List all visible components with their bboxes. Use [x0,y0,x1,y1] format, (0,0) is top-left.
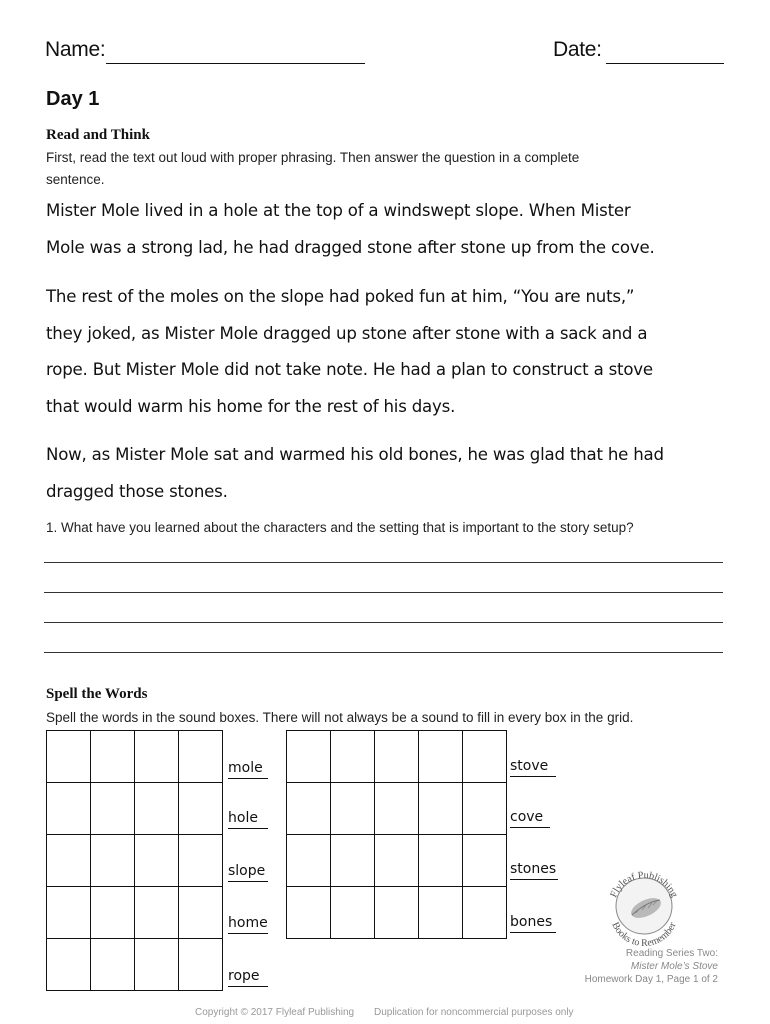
sound-box[interactable] [135,939,179,991]
spelling-word: bones [510,914,556,933]
sound-box-grid-right[interactable] [286,730,507,939]
duplication-notice: Duplication for noncommercial purposes only [374,1007,574,1018]
logo-seal-icon [596,858,692,954]
sound-box[interactable] [375,887,419,939]
story-text [46,279,736,425]
copyright: Copyright © 2017 Flyleaf Publishing [195,1007,355,1018]
sound-box[interactable] [287,835,331,887]
story-text [46,193,736,266]
page-info: Homework Day 1, Page 1 of 2 [584,974,718,985]
spell-title: Spell the Words [46,686,148,702]
sound-box[interactable] [135,783,179,835]
answer-line[interactable] [44,652,723,653]
series-label: Reading Series Two: [625,948,718,959]
sound-box[interactable] [287,731,331,783]
story-line: they joked, as Mister Mole dragged up stone after stone with a sack and a [46,323,648,343]
sound-box[interactable] [419,731,463,783]
sound-box[interactable] [91,783,135,835]
spelling-word: slope [228,863,268,882]
sound-box[interactable] [463,731,507,783]
story-line: The rest of the moles on the slope had poked fun at him, “You are nuts,” [46,287,635,306]
sound-box[interactable] [47,835,91,887]
book-title: Mister Mole’s Stove [630,961,718,972]
sound-box[interactable] [287,887,331,939]
sound-box[interactable] [47,887,91,939]
sound-box[interactable] [331,835,375,887]
read-think-instructions-2: sentence. [46,172,105,187]
sound-box[interactable] [47,783,91,835]
sound-box[interactable] [375,731,419,783]
question-text: 1. What have you learned about the characters and the setting that is important to the story setup? [46,520,634,535]
sound-box[interactable] [419,835,463,887]
day-title: Day 1 [46,88,100,110]
story-line: Mister Mole lived in a hole at the top of a windswept slope. When Mister [46,201,631,220]
spelling-word: home [228,915,268,934]
read-think-title: Read and Think [46,127,150,143]
sound-box-grid-left[interactable] [46,730,223,991]
name-label: Name: [45,38,106,61]
sound-box[interactable] [419,887,463,939]
story-line: rope. But Mister Mole did not take note. He had a plan to construct a stove [46,360,653,379]
sound-box[interactable] [179,835,223,887]
logo-bottom-text: Books to Remember [609,920,679,950]
sound-box[interactable] [179,731,223,783]
sound-box[interactable] [463,783,507,835]
spelling-word: hole [228,810,268,829]
answer-line[interactable] [44,622,723,623]
series-info [518,947,718,986]
publisher-logo [596,858,692,954]
story-text [46,437,736,510]
sound-box[interactable] [135,887,179,939]
spelling-word: stones [510,861,558,880]
sound-box[interactable] [375,835,419,887]
story-line: Mole was a strong lad, he had dragged stone after stone up from the cove. [46,237,655,257]
sound-box[interactable] [179,939,223,991]
sound-box[interactable] [135,731,179,783]
spelling-word: mole [228,760,268,779]
sound-box[interactable] [91,939,135,991]
sound-box[interactable] [463,835,507,887]
date-label: Date: [553,38,602,61]
read-think-instructions-1: First, read the text out loud with proper phrasing. Then answer the question in a complete [46,150,580,165]
story-line: that would warm his home for the rest of his days. [46,396,456,416]
sound-box[interactable] [463,887,507,939]
answer-line[interactable] [44,592,723,593]
spell-instructions: Spell the words in the sound boxes. There will not always be a sound to fill in every box in the grid. [46,710,634,725]
sound-box[interactable] [91,731,135,783]
sound-box[interactable] [419,783,463,835]
sound-box[interactable] [287,783,331,835]
sound-box[interactable] [135,835,179,887]
sound-box[interactable] [91,887,135,939]
sound-box[interactable] [179,783,223,835]
spelling-word: rope [228,968,268,987]
spelling-word: cove [510,809,550,828]
sound-box[interactable] [375,783,419,835]
sound-box[interactable] [331,731,375,783]
sound-box[interactable] [179,887,223,939]
logo-top-text: Flyleaf Publishing [608,869,680,900]
name-field[interactable] [106,62,365,64]
sound-box[interactable] [331,783,375,835]
sound-box[interactable] [47,939,91,991]
sound-box[interactable] [91,835,135,887]
sound-box[interactable] [47,731,91,783]
sound-box[interactable] [331,887,375,939]
story-line: dragged those stones. [46,481,228,501]
spelling-word: stove [510,758,556,777]
answer-line[interactable] [44,562,723,563]
story-line: Now, as Mister Mole sat and warmed his old bones, he was glad that he had [46,445,664,464]
date-field[interactable] [606,62,724,64]
